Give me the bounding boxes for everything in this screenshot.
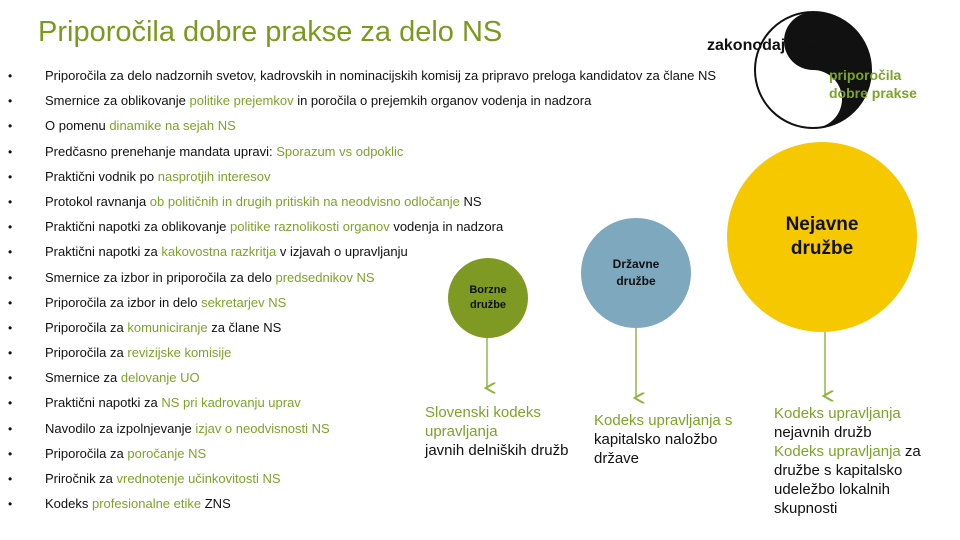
list-item-text-end: in poročila o prejemkih organov vodenja in nadzora: [293, 93, 592, 109]
bullet: •: [8, 446, 13, 461]
list-item-text: Priporočila za izbor in delo: [45, 294, 202, 310]
list-item-text: Priročnik za: [45, 471, 117, 486]
list-item: [8, 192, 768, 217]
bullet: •: [8, 320, 13, 335]
yinyang-label-line2: dobre prakse: [829, 85, 917, 101]
list-item-text: O pomenu: [45, 118, 110, 134]
list-item-text-end: vodenja in nadzora: [389, 219, 504, 235]
list-item-text: Praktični napotki za: [45, 395, 162, 411]
list-item-text: Praktični vodnik po: [45, 168, 158, 184]
bullet: •: [8, 270, 13, 285]
bullet: •: [8, 94, 13, 109]
list-item-highlight: komuniciranje: [127, 319, 208, 335]
bullet: •: [8, 220, 13, 235]
list-item-highlight: nasprotjih interesov: [157, 168, 271, 184]
list-item-text: Praktični napotki za oblikovanje: [45, 219, 230, 235]
list-item-highlight: poročanje NS: [127, 445, 207, 461]
yinyang-label-line1: priporočila: [829, 67, 902, 83]
bullet: •: [8, 396, 13, 411]
list-item-text: Navodilo za izpolnjevanje: [45, 420, 196, 436]
list-item: [8, 167, 768, 192]
list-item-text-end: za člane NS: [207, 319, 282, 335]
bullet: •: [8, 421, 13, 436]
label-l3-green2: Kodeks upravljanja: [774, 443, 901, 460]
list-item-highlight: politike prejemkov: [189, 93, 294, 109]
label-slovenski-kodeks: [425, 403, 585, 460]
circle-drzavne-line2: družbe: [616, 274, 656, 288]
yinyang-label-zakonodaja: zakonodaja: [707, 37, 795, 54]
list-item-text-end: v izjavah o upravljanju: [276, 244, 408, 260]
list-item-text: Smernice za izbor in priporočila za delo: [45, 269, 276, 285]
label-l3-green1: Kodeks upravljanja: [774, 405, 901, 422]
list-item: [8, 116, 768, 141]
list-item: [8, 494, 768, 519]
list-item: [8, 368, 768, 393]
label-l1-green: Slovenski kodeks upravljanja: [425, 404, 541, 440]
list-item-text: Priporočila za delo nadzornih svetov, kadrovskih in nominacijskih komisij za pripravo preloga kandidatov za člane NS: [45, 68, 717, 83]
list-item-text: Priporočila za: [45, 345, 128, 361]
list-item: [8, 142, 768, 167]
label-l1-black: javnih delniških družb: [425, 442, 569, 459]
circle-nejavne-line2: družbe: [790, 238, 854, 259]
list-item-highlight: predsednikov NS: [275, 269, 375, 285]
list-item-highlight: delovanje UO: [120, 370, 200, 386]
list-item-highlight: sekretarjev NS: [201, 294, 287, 310]
yinyang-label-priporocila: [829, 66, 917, 102]
circle-drzavne-druzbe: [581, 218, 691, 328]
list-item-text: Priporočila za: [45, 319, 128, 335]
list-item-text-end: ZNS: [201, 496, 231, 512]
list-item-highlight: revizijske komisije: [127, 345, 232, 361]
list-item-highlight: izjav o neodvisnosti NS: [195, 420, 330, 436]
label-kodeks-nejavnih: [774, 404, 949, 518]
list-item-highlight: NS pri kadrovanju uprav: [161, 395, 301, 411]
list-item: [8, 469, 768, 494]
bullet: •: [8, 69, 13, 83]
list-item-highlight: profesionalne etike: [91, 496, 202, 512]
list-item-text: Priporočila za: [45, 445, 128, 461]
list-item-highlight: kakovostna razkritja: [161, 244, 277, 260]
list-item: [8, 66, 768, 91]
list-item-highlight: ob političnih in drugih pritiskih na neodvisno odločanje: [149, 193, 460, 209]
bullet: •: [8, 371, 13, 386]
circle-borzne-line1: Borzne: [469, 284, 507, 296]
bullet: •: [8, 346, 13, 361]
list-item-text: Praktični napotki za: [45, 244, 162, 260]
list-item-highlight: dinamike na sejah NS: [109, 118, 236, 134]
circle-nejavne-druzbe: [727, 142, 917, 332]
circle-borzne-line2: družbe: [469, 299, 507, 311]
bullet: •: [8, 144, 13, 159]
list-item-highlight: politike raznolikosti organov: [230, 219, 390, 235]
list-item-text-end: NS: [459, 193, 482, 209]
list-item-highlight: Sporazum vs odpoklic: [276, 143, 404, 159]
list-item-text: Smernice za oblikovanje: [45, 93, 190, 109]
list-item-text: Protokol ravnanja: [45, 193, 150, 209]
bullet: •: [8, 169, 13, 184]
list-item-highlight: vrednotenje učinkovitosti NS: [116, 471, 281, 486]
label-kodeks-drzave: [594, 411, 754, 468]
list-item-text: Smernice za: [45, 370, 121, 386]
list-item-text: Predčasno prenehanje mandata upravi:: [45, 143, 277, 159]
circle-borzne-druzbe: [448, 258, 528, 338]
bullet: •: [8, 119, 13, 134]
bullet: •: [8, 472, 13, 486]
bullet: •: [8, 194, 13, 209]
circle-drzavne-line1: Državne: [612, 257, 660, 271]
bullet: •: [8, 245, 13, 260]
list-item-text: Kodeks: [45, 496, 92, 512]
label-l3-black2: za družbe s kapitalsko udeležbo lokalnih skupnosti: [774, 443, 921, 517]
list-item: [8, 343, 768, 368]
bullet: •: [8, 295, 13, 310]
circle-nejavne-line1: Nejavne: [785, 214, 859, 235]
bullet: •: [8, 497, 13, 512]
label-l3-black1: nejavnih družb: [774, 424, 872, 441]
page-title: Priporočila dobre prakse za delo NS: [38, 16, 503, 48]
label-l2-black: kapitalsko naložbo države: [594, 431, 718, 467]
list-item: [8, 91, 768, 116]
label-l2-green: Kodeks upravljanja s: [594, 412, 733, 429]
